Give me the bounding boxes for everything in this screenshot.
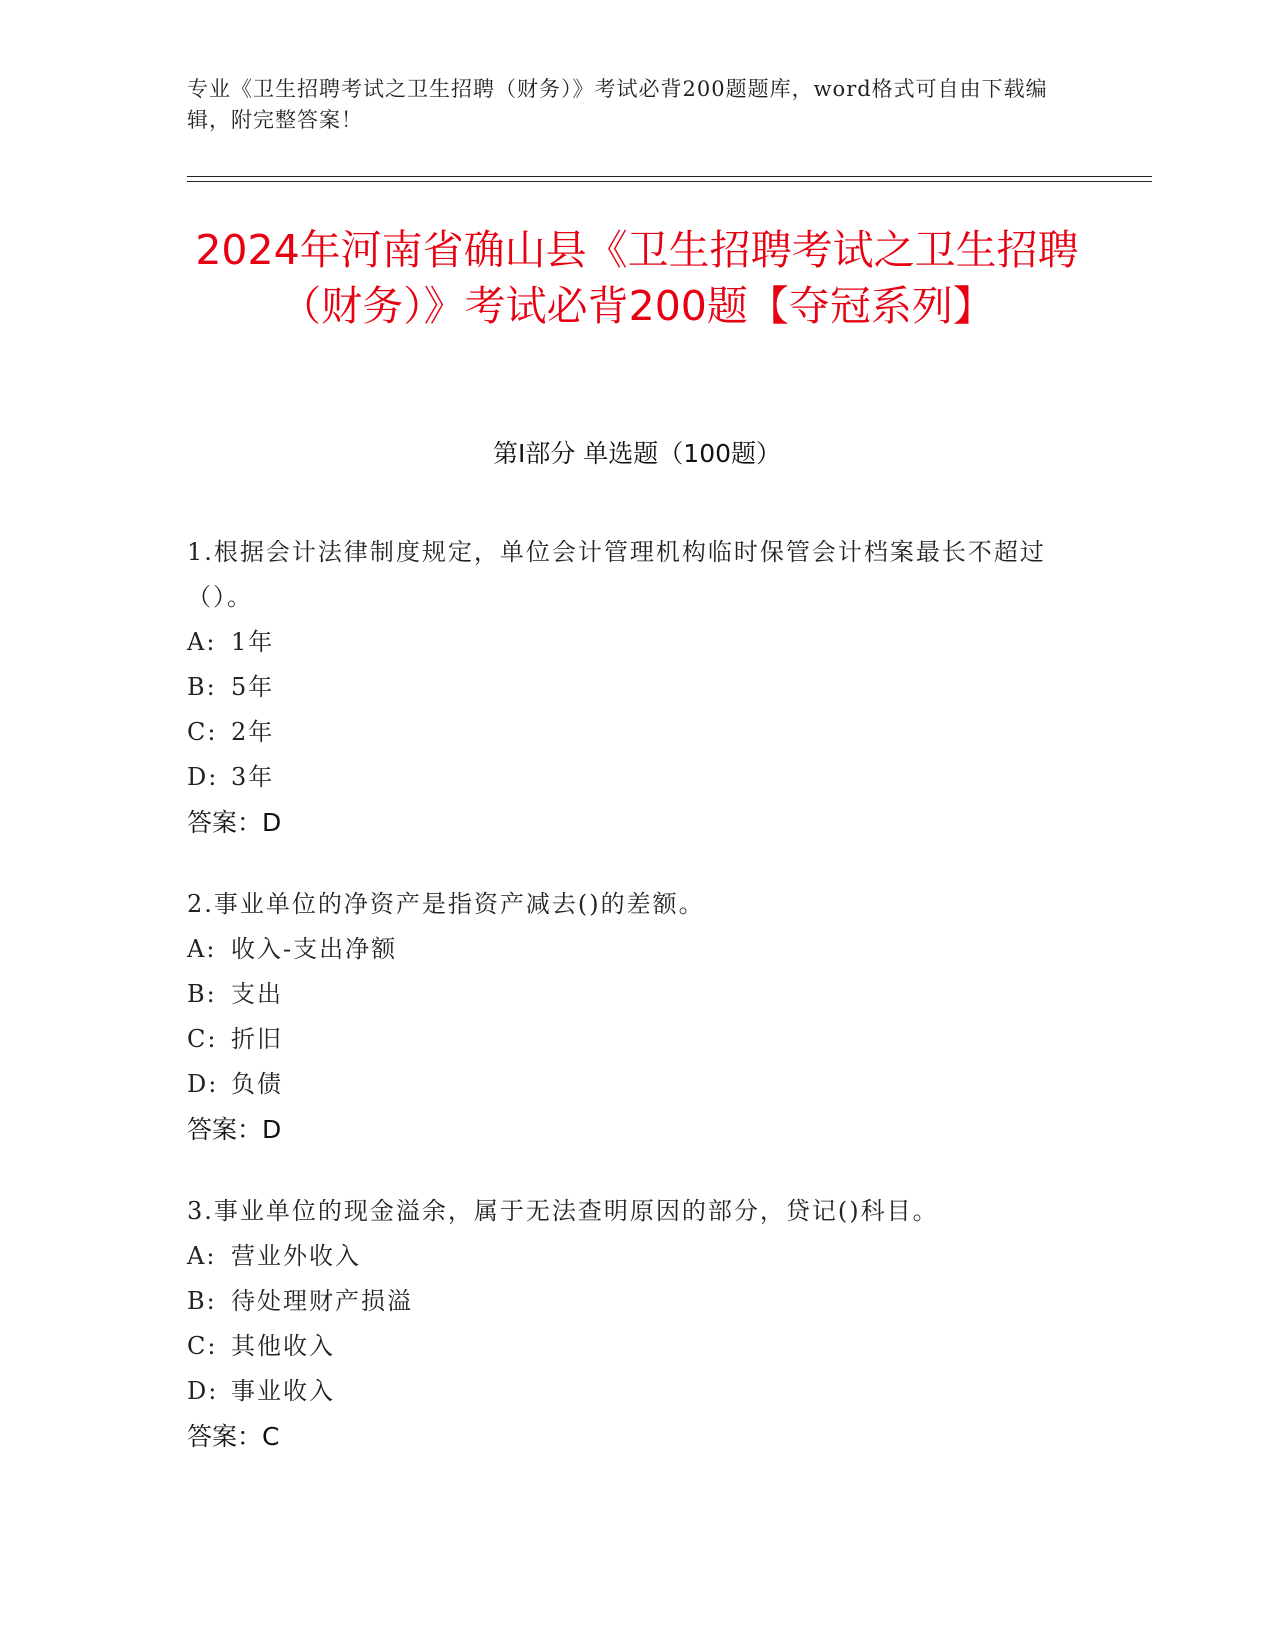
option-text: 1年 [231, 628, 275, 656]
option-key: B: [187, 1287, 217, 1315]
question-stem: 3.事业单位的现金溢余，属于无法查明原因的部分，贷记()科目。 [187, 1197, 939, 1225]
header-divider-top [187, 176, 1152, 177]
option-text: 收入-支出净额 [231, 935, 398, 963]
answer-value: D [262, 808, 282, 837]
option-key: C: [187, 718, 218, 746]
answer-line [187, 800, 1077, 845]
option-text: 待处理财产损溢 [231, 1287, 413, 1315]
option-key: A: [187, 1242, 217, 1270]
option-b [187, 972, 1077, 1017]
option-text: 负债 [231, 1070, 283, 1098]
option-c [187, 1324, 1077, 1369]
option-text: 其他收入 [231, 1332, 335, 1360]
answer-value: C [262, 1422, 280, 1451]
option-d [187, 1369, 1077, 1414]
answer-line [187, 1107, 1077, 1152]
answer-label: 答案： [187, 1422, 263, 1451]
answer-label: 答案： [187, 808, 263, 837]
option-d [187, 755, 1077, 800]
document-title: 2024年河南省确山县《卫生招聘考试之卫生招聘（财务）》考试必背200题【夺冠系列】 [195, 226, 1079, 330]
header-divider-bottom [187, 181, 1152, 182]
question-list [187, 530, 1077, 1496]
option-a [187, 620, 1077, 665]
option-b [187, 1279, 1077, 1324]
option-key: C: [187, 1025, 218, 1053]
question-item [187, 882, 1077, 1152]
option-a [187, 927, 1077, 972]
option-key: D: [187, 1070, 219, 1098]
option-c [187, 710, 1077, 755]
option-text: 支出 [231, 980, 283, 1008]
header-note: 专业《卫生招聘考试之卫生招聘（财务）》考试必背200题题库，word格式可自由下载编辑，附完整答案！ [187, 77, 1048, 132]
question-item [187, 1189, 1077, 1459]
option-text: 营业外收入 [231, 1242, 361, 1270]
option-text: 折旧 [231, 1025, 283, 1053]
option-c [187, 1017, 1077, 1062]
option-text: 5年 [231, 673, 275, 701]
option-text: 事业收入 [231, 1377, 335, 1405]
option-key: B: [187, 980, 217, 1008]
option-key: A: [187, 935, 217, 963]
question-stem: 2.事业单位的净资产是指资产减去()的差额。 [187, 890, 705, 918]
answer-line [187, 1414, 1077, 1459]
option-key: A: [187, 628, 217, 656]
option-key: B: [187, 673, 217, 701]
question-stem: 1.根据会计法律制度规定，单位会计管理机构临时保管会计档案最长不超过（）。 [187, 538, 1046, 611]
answer-value: D [262, 1115, 282, 1144]
option-text: 3年 [231, 763, 275, 791]
option-d [187, 1062, 1077, 1107]
option-b [187, 665, 1077, 710]
option-key: D: [187, 763, 219, 791]
option-key: D: [187, 1377, 219, 1405]
option-a [187, 1234, 1077, 1279]
question-item [187, 530, 1077, 845]
option-key: C: [187, 1332, 218, 1360]
section-heading: 第Ⅰ部分 单选题（100题） [492, 439, 782, 468]
option-text: 2年 [231, 718, 275, 746]
answer-label: 答案： [187, 1115, 263, 1144]
